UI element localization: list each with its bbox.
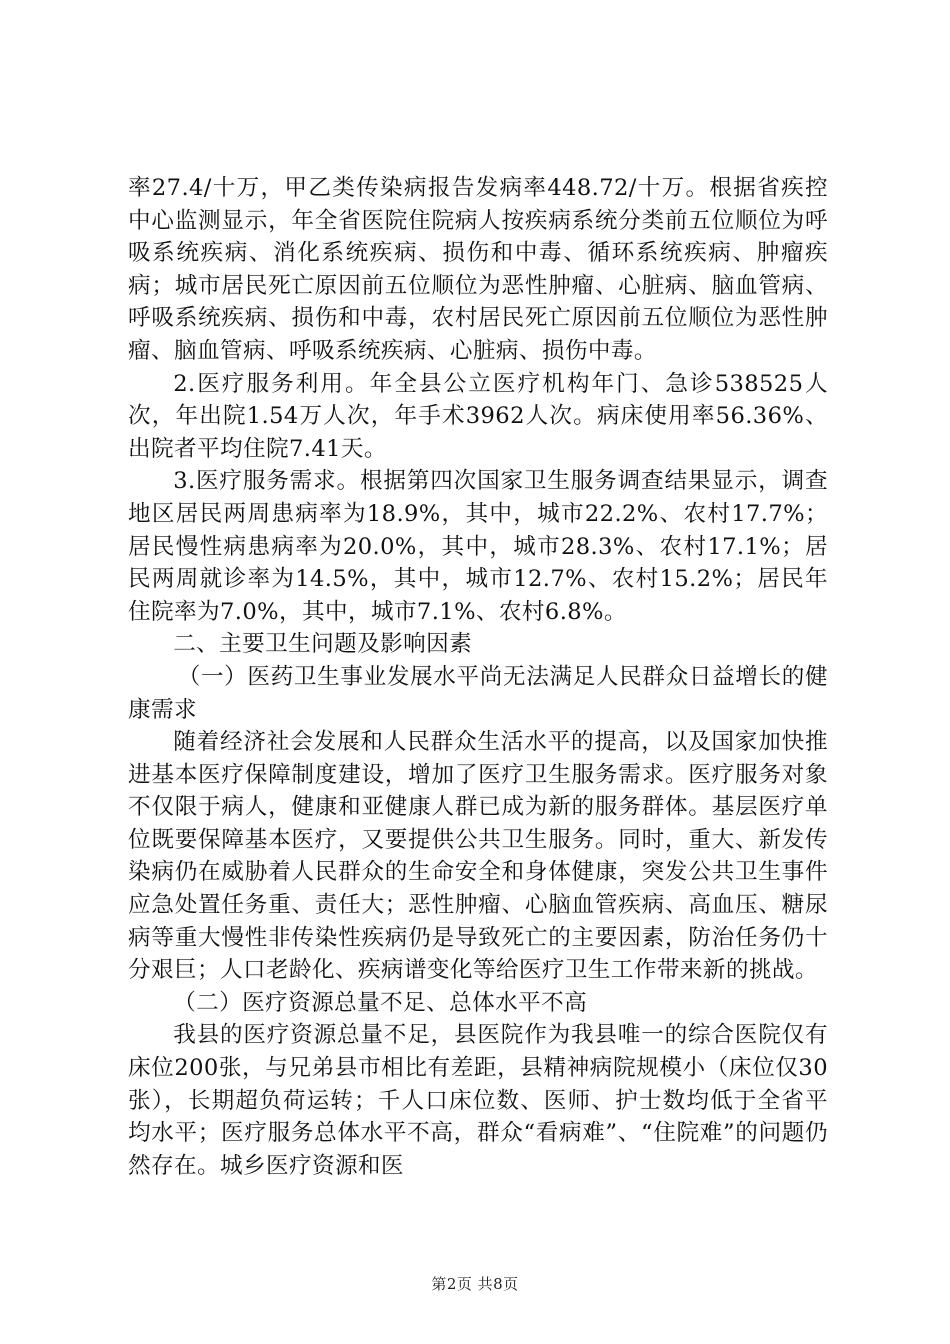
paragraph-resource-shortage: 我县的医疗资源总量不足，县医院作为我县唯一的综合医院仅有床位200张，与兄弟县市相比有差距，县精神病院规模小（床位仅30张），长期超负荷运转；千人口床位数、医师、护士数均低于全省平均水平；医疗服务总体水平不高，群众“看病难”、“住院难”的问题仍然存在。城乡医疗资源和医 [128,1022,828,1179]
subsection-heading-resource-shortage: （二）医疗资源总量不足、总体水平不高 [173,989,588,1016]
paragraph-health-demand: 随着经济社会发展和人民群众生活水平的提高，以及国家加快推进基本医疗保障制度建设，增加了医疗卫生服务需求。医疗服务对象不仅限于病人，健康和亚健康人群已成为新的服务群体。基层医疗单位既要保障基本医疗，又要提供公共卫生服务。同时，重大、新发传染病仍在威胁着人民群众的生命安全和身体健康，突发公共卫生事件应急处置任务重、责任大；恶性肿瘤、心脑血管疾病、高血压、糖尿病等重大慢性非传染性疾病仍是导致死亡的主要因素，防治任务仍十分艰巨；人口老龄化、疾病谱变化等给医疗卫生工作带来新的挑战。 [128,729,828,984]
paragraph-disease-statistics: 率27.4/十万，甲乙类传染病报告发病率448.72/十万。根据省疾控中心监测显示，年全省医院住院病人按疾病系统分类前五位顺位为呼吸系统疾病、消化系统疾病、损伤和中毒、循环系统疾病、肿瘤疾病；城市居民死亡原因前五位顺位为恶性肿瘤、心脏病、脑血管病、呼吸系统疾病、损伤和中毒，农村居民死亡原因前五位顺位为恶性肿瘤、脑血管病、呼吸系统疾病、心脏病、损伤中毒。 [128,175,828,364]
paragraph-medical-service-utilization: 2.医疗服务利用。年全县公立医疗机构年门、急诊538525人次，年出院1.54万人次，年手术3962人次。病床使用率56.36%、出院者平均住院7.41天。 [128,370,828,462]
subsection-heading-development-level: （一）医药卫生事业发展水平尚无法满足人民群众日益增长的健康需求 [128,663,828,723]
page-footer: 第2页 共8页 [431,1275,519,1293]
document-body [128,172,828,1182]
section-heading-main-health-problems: 二、主要卫生问题及影响因素 [173,631,473,658]
paragraph-medical-service-demand: 3.医疗服务需求。根据第四次国家卫生服务调查结果显示，调查地区居民两周患病率为18.9%，其中，城市22.2%、农村17.7%；居民慢性病患病率为20.0%，其中，城市28.3%、农村17.1%；居民两周就诊率为14.5%，其中，城市12.7%、农村15.2%；居民年住院率为7.0%，其中，城市7.1%、农村6.8%。 [128,468,828,625]
